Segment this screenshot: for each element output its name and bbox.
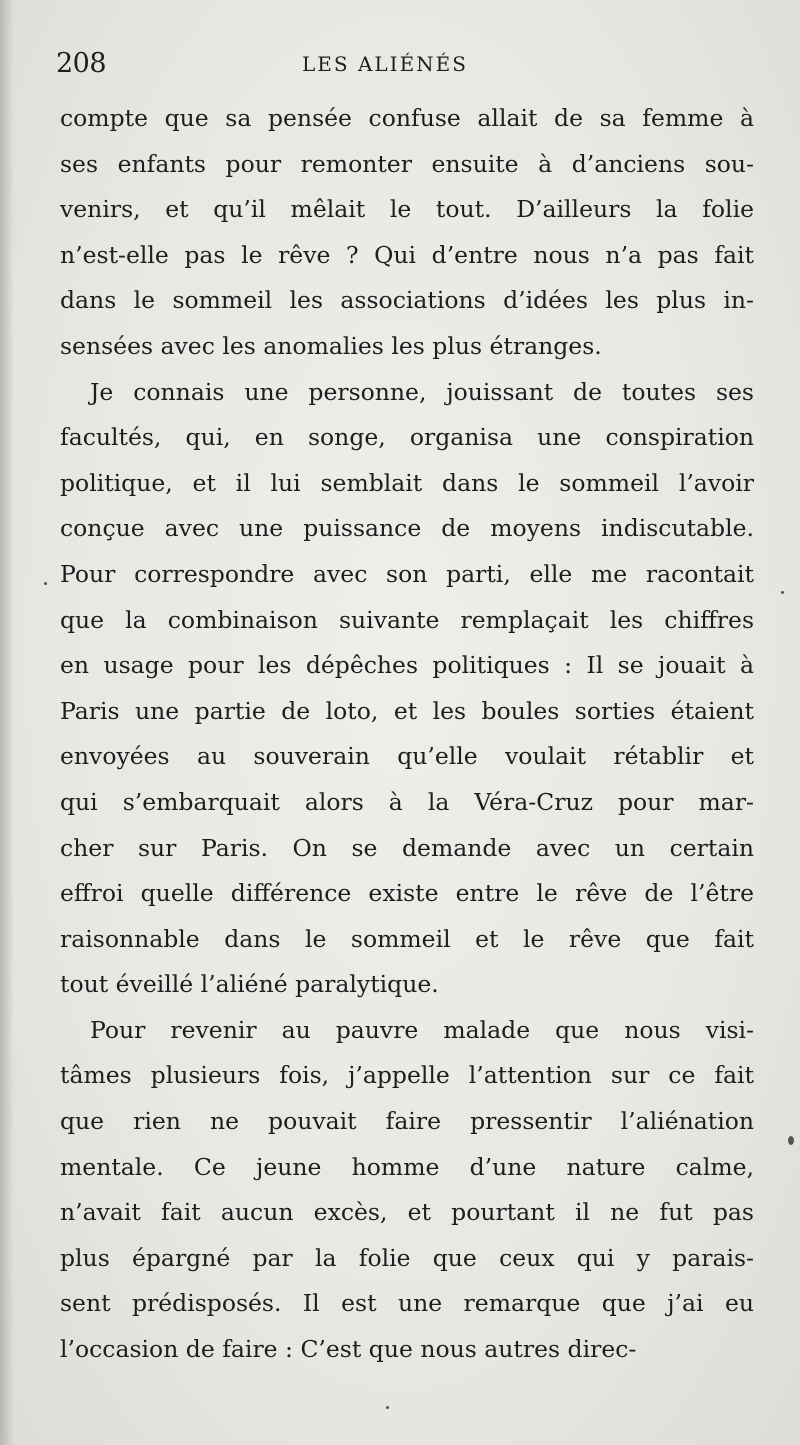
text-line: ses enfants pour remonter ensuite à d’anciens sou- — [60, 149, 754, 178]
paper-speck — [44, 582, 47, 585]
text-line: cher sur Paris. On se demande avec un certain — [60, 833, 754, 862]
text-line: Pour correspondre avec son parti, elle me racontait — [60, 559, 754, 588]
running-title: LES ALIÉNÉS — [302, 52, 468, 76]
text-line: qui s’embarquait alors à la Véra-Cruz pour mar- — [60, 787, 754, 816]
text-line: compte que sa pensée confuse allait de sa femme à — [60, 104, 754, 132]
text-line: n’est-elle pas le rêve ? Qui d’entre nous n’a pas fait — [60, 240, 754, 269]
text-line: raisonnable dans le sommeil et le rêve que fait — [60, 924, 754, 953]
text-line: Paris une partie de loto, et les boules sorties étaient — [60, 696, 754, 725]
text-line: que rien ne pouvait faire pressentir l’aliénation — [60, 1107, 754, 1136]
text-line: l’occasion de faire : C’est que nous autres direc- — [60, 1335, 637, 1364]
text-line: tâmes plusieurs fois, j’appelle l’attention sur ce fait — [60, 1061, 754, 1090]
text-line: que la combinaison suivante remplaçait les chiffres — [60, 605, 754, 634]
page-gutter-shadow — [0, 0, 14, 1445]
paragraph — [60, 96, 754, 370]
text-line: envoyées au souverain qu’elle voulait rétablir et — [60, 742, 754, 771]
text-line: n’avait fait aucun excès, et pourtant il ne fut pas — [60, 1198, 754, 1227]
page-header — [56, 48, 756, 88]
paper-speck — [788, 1136, 794, 1145]
page-number: 208 — [56, 48, 107, 79]
text-line: facultés, qui, en songe, organisa une conspiration — [60, 423, 754, 452]
body-text — [60, 96, 754, 1373]
text-line: sensées avec les anomalies les plus étranges. — [60, 331, 602, 360]
text-line: sent prédisposés. Il est une remarque que j’ai eu — [60, 1289, 754, 1318]
text-line: politique, et il lui semblait dans le sommeil l’avoir — [60, 468, 754, 497]
text-line: conçue avec une puissance de moyens indiscutable. — [60, 514, 754, 543]
text-line: Pour revenir au pauvre malade que nous visi- — [90, 1015, 754, 1044]
text-line: en usage pour les dépêches politiques : Il se jouait à — [60, 651, 754, 680]
paragraph — [60, 1008, 754, 1373]
text-line: plus épargné par la folie que ceux qui y parais- — [60, 1243, 754, 1272]
text-line: dans le sommeil les associations d’idées les plus in- — [60, 286, 754, 315]
text-line: venirs, et qu’il mêlait le tout. D’ailleurs la folie — [60, 195, 754, 224]
paper-speck — [386, 1406, 389, 1409]
text-line: effroi quelle différence existe entre le rêve de l’être — [60, 879, 754, 908]
text-line: Je connais une personne, jouissant de toutes ses — [90, 377, 754, 406]
text-line: mentale. Ce jeune homme d’une nature calme, — [60, 1152, 754, 1181]
paper-speck — [781, 591, 784, 594]
text-line: tout éveillé l’aliéné paralytique. — [60, 970, 439, 999]
paragraph — [60, 370, 754, 1008]
